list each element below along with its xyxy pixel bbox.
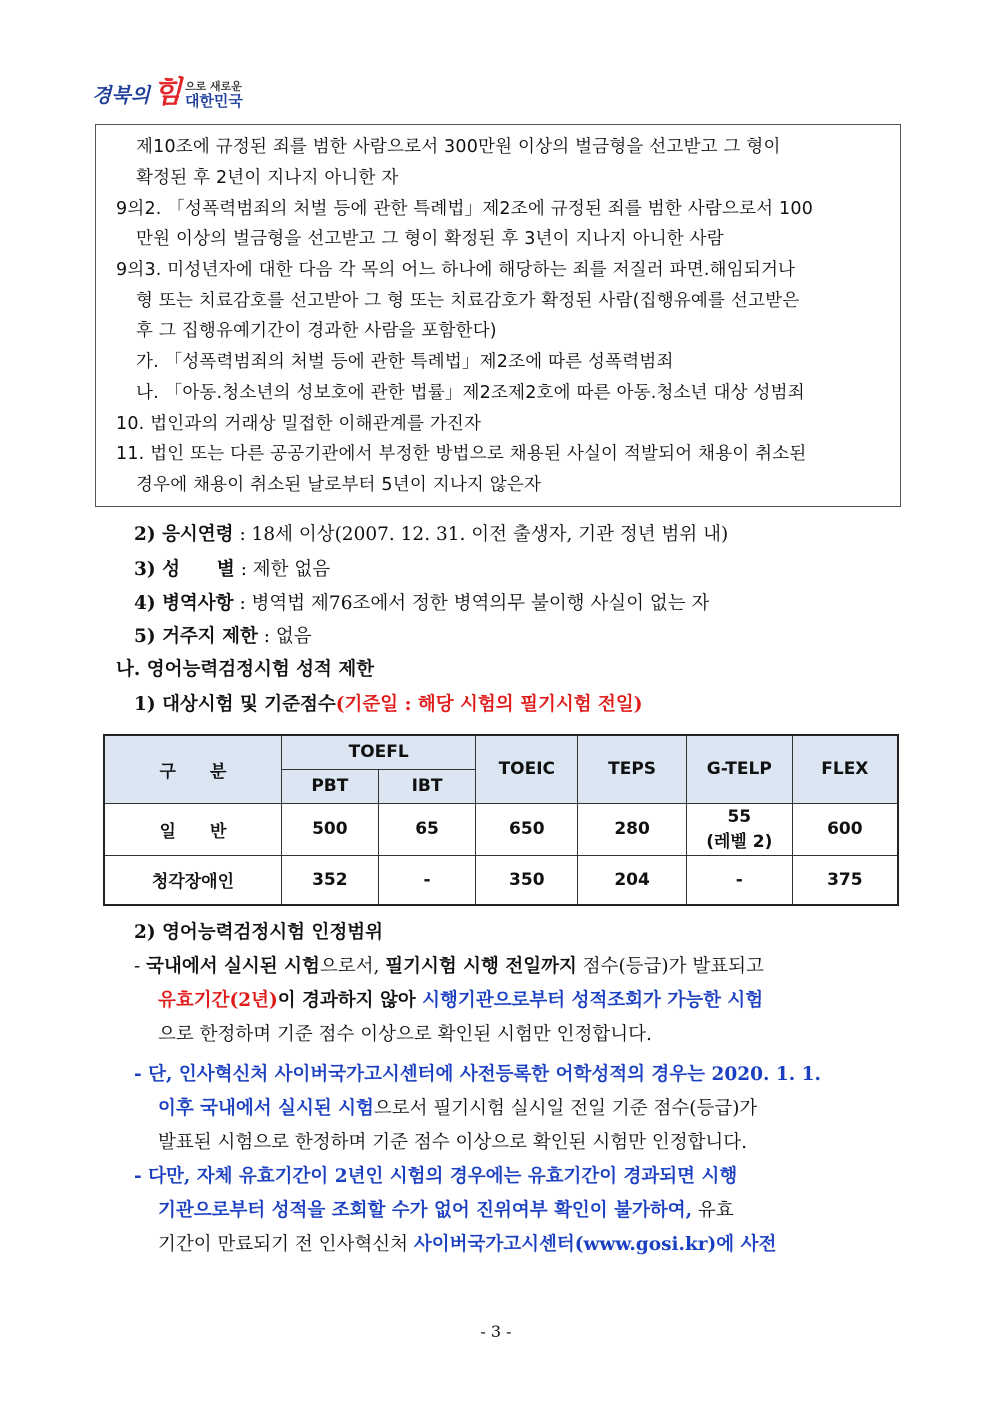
cell-ibt: 65 <box>378 803 476 855</box>
item-sex <box>134 557 330 583</box>
table-row <box>104 855 898 905</box>
header-category: 구 분 <box>104 735 281 803</box>
score-table <box>103 734 899 906</box>
subsection-label: 1) 대상시험 및 기준점수 <box>134 694 336 715</box>
box-line: 제10조에 규정된 죄를 범한 사람으로서 300만원 이상의 벌금형을 선고받고 그 형이 <box>136 137 781 157</box>
logo-small-text: 으로 새로운 <box>184 80 242 93</box>
cell-teps: 280 <box>578 803 687 855</box>
header-toeic: TOEIC <box>476 735 578 803</box>
cell-toeic: 650 <box>476 803 578 855</box>
row-label: 일 반 <box>104 803 281 855</box>
header-gtelp: G-TELP <box>686 735 792 803</box>
item-military <box>134 591 709 617</box>
box-line: 확정된 후 2년이 지나지 아니한 자 <box>136 168 399 188</box>
disqualification-box <box>95 124 901 507</box>
box-line: 만원 이상의 벌금형을 선고받고 그 형이 확정된 후 3년이 지나지 아니한 사람 <box>136 229 724 249</box>
item-residence <box>134 624 312 650</box>
header-ibt: IBT <box>378 769 476 803</box>
cell-toeic: 350 <box>476 855 578 905</box>
item-label: 2) 응시연령 <box>134 524 234 545</box>
item-text: : 없음 <box>257 626 312 647</box>
box-line: 11. 법인 또는 다른 공공기관에서 부정한 방법으로 채용된 사실이 적발되어 채용이 취소된 <box>116 444 807 464</box>
box-line: 형 또는 치료감호를 선고받아 그 형 또는 치료감호가 확정된 사람(집행유예를 선고받은 <box>136 291 800 311</box>
cell-pbt: 352 <box>281 855 378 905</box>
cell-teps: 204 <box>578 855 687 905</box>
header-flex: FLEX <box>792 735 898 803</box>
para3-line3 <box>158 1232 776 1258</box>
table-row <box>104 803 898 855</box>
item-label: 4) 병역사항 <box>134 593 234 614</box>
header-pbt: PBT <box>281 769 378 803</box>
box-line: 경우에 채용이 취소된 날로부터 5년이 지나지 않은자 <box>136 475 542 495</box>
item-label: 5) 거주지 제한 <box>134 626 258 647</box>
cell-flex: 600 <box>792 803 898 855</box>
text-bold: 국내에서 실시된 시험 <box>146 956 320 977</box>
item-label: 3) 성 별 <box>134 559 235 580</box>
cell-flex: 375 <box>792 855 898 905</box>
header-toefl: TOEFL <box>281 735 475 769</box>
text-bold: 이 경과하지 않아 <box>277 990 416 1011</box>
text: 기간이 만료되기 전 인사혁신처 <box>158 1234 414 1255</box>
subsection-note: (기준일 : 해당 시험의 필기시험 전일) <box>335 694 643 715</box>
text-red: (2년) <box>229 990 278 1011</box>
box-line: 10. 법인과의 거래상 밀접한 이해관계를 가진자 <box>116 414 482 434</box>
item-text: : 병역법 제76조에서 정한 병역의무 불이행 사실이 없는 자 <box>233 593 710 614</box>
text: 유효 <box>692 1200 734 1221</box>
cell-gtelp-score: 55 <box>727 806 752 827</box>
text-blue: 사이버국가고시센터(www.gosi.kr)에 사전 <box>413 1234 777 1255</box>
box-line: 나. 「아동.청소년의 성보호에 관한 법률」제2조제2호에 따른 아동.청소년 대상 성범죄 <box>136 383 805 403</box>
para3-line2 <box>158 1198 734 1224</box>
logo <box>92 68 243 108</box>
box-line: 가. 「성폭력범죄의 처벌 등에 관한 특례법」제2조에 따른 성폭력범죄 <box>136 352 674 372</box>
logo-right <box>185 80 243 108</box>
box-line: 9의2. 「성폭력범죄의 처벌 등에 관한 특례법」제2조에 규정된 죄를 범한 사람으로서 100 <box>116 199 814 219</box>
text: 으로서, <box>319 956 386 977</box>
text-blue: 기관으로부터 성적을 조회할 수가 없어 진위여부 확인이 불가하여, <box>158 1200 693 1221</box>
box-line: 9의3. 미성년자에 대한 다음 각 목의 어느 하나에 해당하는 죄를 저질러 파면.해임되거나 <box>116 260 796 280</box>
item-text: : 18세 이상(2007. 12. 31. 이전 출생자, 기관 정년 범위 내) <box>233 524 729 545</box>
section-heading: 나. 영어능력검정시험 성적 제한 <box>116 659 375 680</box>
logo-big-text: 대한민국 <box>184 92 243 110</box>
para1-line1 <box>134 954 764 980</box>
para2-line1: - 단, 인사혁신처 사이버국가고시센터에 사전등록한 어학성적의 경우는 2020. 1. 1. <box>134 1064 821 1085</box>
text-red: 유효기간 <box>158 990 230 1011</box>
para2-line2 <box>158 1096 757 1122</box>
text-bold: 필기시험 시행 전일까지 <box>385 956 577 977</box>
cell-ibt: - <box>378 855 476 905</box>
row-label: 청각장애인 <box>104 855 281 905</box>
para3-line1: - 다만, 자체 유효기간이 2년인 시험의 경우에는 유효기간이 경과되면 시행 <box>134 1166 738 1187</box>
text-blue: 이후 국내에서 실시된 시험 <box>158 1098 374 1119</box>
logo-script-text: 경북의 <box>92 83 150 107</box>
text: 으로서 필기시험 실시일 전일 기준 점수(등급)가 <box>373 1098 758 1119</box>
item-age <box>134 522 728 548</box>
cell-gtelp: - <box>686 855 792 905</box>
box-line: 후 그 집행유예기간이 경과한 사람을 포함한다) <box>136 321 497 341</box>
text-blue: 시행기관으로부터 성적조회가 가능한 시험 <box>415 990 764 1011</box>
page-number: - 3 - <box>480 1322 512 1341</box>
para1-line2 <box>158 988 763 1014</box>
cell-gtelp-level: (레벨 2) <box>706 831 773 852</box>
para2-line3: 발표된 시험으로 한정하며 기준 점수 이상으로 확인된 시험만 인정합니다. <box>158 1132 748 1153</box>
item-text: : 제한 없음 <box>234 559 331 580</box>
bullet: - <box>134 956 147 977</box>
cell-gtelp <box>686 803 792 855</box>
subsection-2: 2) 영어능력검정시험 인정범위 <box>134 922 383 943</box>
para1-line3: 으로 한정하며 기준 점수 이상으로 확인된 시험만 인정합니다. <box>158 1024 652 1045</box>
subsection-1 <box>134 692 643 718</box>
cell-pbt: 500 <box>281 803 378 855</box>
header-teps: TEPS <box>578 735 687 803</box>
logo-mark: 힘 <box>152 75 182 110</box>
text: 점수(등급)가 발표되고 <box>576 956 764 977</box>
